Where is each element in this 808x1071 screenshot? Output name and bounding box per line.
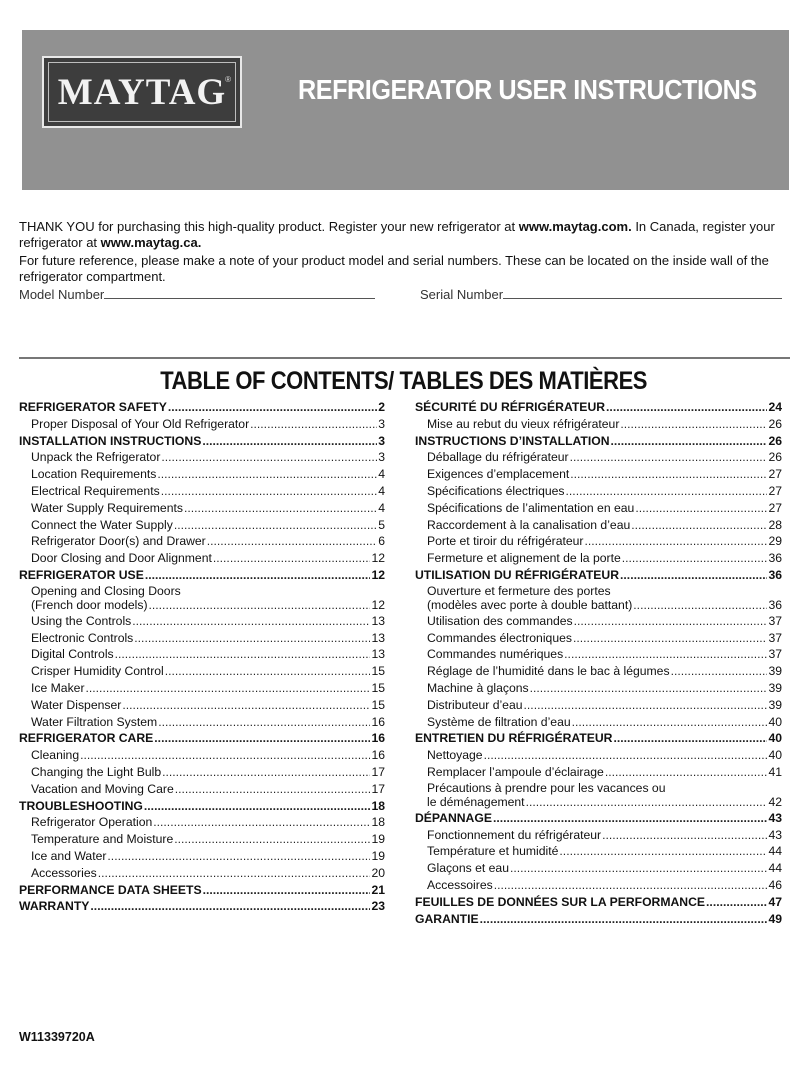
logo-text: MAYTAG <box>57 71 227 113</box>
toc-entry-page: 26 <box>768 416 782 431</box>
toc-entry-label: Fonctionnement du réfrigérateur <box>427 827 602 842</box>
toc-section[interactable] <box>19 898 385 915</box>
toc-entry[interactable] <box>19 584 385 613</box>
toc-entry-label: Electronic Controls <box>31 630 134 645</box>
toc-entry-label: le déménagement <box>427 794 525 809</box>
toc-entry-label: FEUILLES DE DONNÉES SUR LA PERFORMANCE <box>415 894 706 909</box>
toc-entry-page: 13 <box>371 647 385 662</box>
toc-entry-label: TROUBLESHOOTING <box>19 798 143 813</box>
toc-entry[interactable] <box>415 663 782 680</box>
toc-entry-label: Machine à glaçons <box>427 680 529 695</box>
toc-entry[interactable] <box>19 483 385 500</box>
toc-entry-page: 12 <box>371 551 385 566</box>
toc-section[interactable] <box>19 730 385 747</box>
toc-entry[interactable] <box>415 613 782 630</box>
toc-entry-page: 27 <box>768 483 782 498</box>
toc-entry[interactable] <box>19 550 385 567</box>
toc-entry-label: Ouverture et fermeture des portes <box>427 583 611 598</box>
toc-entry-label: Connect the Water Supply <box>31 517 173 532</box>
toc-entry-page: 20 <box>371 865 385 880</box>
toc-entry-label: INSTRUCTIONS D’INSTALLATION <box>415 433 610 448</box>
toc-entry-page: 39 <box>768 664 782 679</box>
toc-entry[interactable] <box>415 550 782 567</box>
toc-entry-label: Déballage du réfrigérateur <box>427 450 569 465</box>
toc-section[interactable] <box>415 911 782 928</box>
toc-entry[interactable] <box>19 764 385 781</box>
toc-entry-page: 17 <box>371 781 385 796</box>
toc-entry-page: 16 <box>371 748 385 763</box>
toc-entry-page: 12 <box>371 567 385 582</box>
intro-paragraph-2: For future reference, please make a note of your product model and serial numbers. These can be located on the inside wall of the refrigerator compartment. <box>19 253 769 284</box>
toc-entry-label: Fermeture et alignement de la porte <box>427 551 621 566</box>
toc-title: TABLE OF CONTENTS/ TABLES DES MATIÈRES <box>160 367 648 395</box>
toc-entry-label: (French door models) <box>31 597 148 612</box>
toc-entry-page: 4 <box>378 467 385 482</box>
toc-entry[interactable] <box>415 517 782 534</box>
toc-entry-page: 36 <box>768 567 782 582</box>
toc-entry[interactable] <box>19 848 385 865</box>
toc-entry-page: 39 <box>768 680 782 695</box>
toc-entry[interactable] <box>415 843 782 860</box>
toc-entry-label: Spécifications électriques <box>427 483 565 498</box>
toc-entry-page: 18 <box>371 798 385 813</box>
toc-section[interactable] <box>415 810 782 827</box>
toc-entry-page: 3 <box>378 433 385 448</box>
toc-entry-label: Accessories <box>31 865 97 880</box>
toc-section[interactable] <box>415 730 782 747</box>
toc-section[interactable] <box>19 433 385 450</box>
toc-entry-label: Commandes électroniques <box>427 630 572 645</box>
toc-entry-label: GARANTIE <box>415 911 479 926</box>
toc-entry-label: Exigences d’emplacement <box>427 467 570 482</box>
toc-section[interactable] <box>19 567 385 584</box>
toc-entry-label: Distributeur d’eau <box>427 697 523 712</box>
toc-entry-label: Water Dispenser <box>31 697 122 712</box>
toc-entry-label: PERFORMANCE DATA SHEETS <box>19 882 202 897</box>
toc-entry-label: SÉCURITÉ DU RÉFRIGÉRATEUR <box>415 400 606 414</box>
section-divider <box>19 357 790 359</box>
toc-entry-page: 2 <box>378 400 385 414</box>
toc-entry[interactable] <box>415 714 782 731</box>
toc-entry-page: 27 <box>768 467 782 482</box>
toc-entry[interactable] <box>415 630 782 647</box>
toc-entry-label: Refrigerator Operation <box>31 815 153 830</box>
toc-entry-label: DÉPANNAGE <box>415 810 492 825</box>
toc-entry[interactable] <box>19 781 385 798</box>
toc-entry[interactable] <box>415 680 782 697</box>
toc-entry-page: 26 <box>768 433 782 448</box>
toc-entry-label: REFRIGERATOR USE <box>19 567 144 582</box>
toc-entry-page: 37 <box>768 647 782 662</box>
toc-entry-page: 26 <box>768 450 782 465</box>
toc-entry-page: 39 <box>768 697 782 712</box>
toc-entry-label: Digital Controls <box>31 647 114 662</box>
toc-entry-page: 15 <box>371 664 385 679</box>
toc-entry-page: 3 <box>378 450 385 465</box>
toc-entry[interactable] <box>415 827 782 844</box>
toc-entry-label: Glaçons et eau <box>427 861 509 876</box>
toc-entry-label: Raccordement à la canalisation d’eau <box>427 517 631 532</box>
toc-entry-label: Location Requirements <box>31 467 157 482</box>
toc-entry-label: Ice Maker <box>31 680 85 695</box>
model-number-field: Model Number <box>19 286 375 302</box>
toc-section[interactable] <box>415 567 782 584</box>
toc-entry[interactable] <box>415 533 782 550</box>
toc-entry-page: 27 <box>768 500 782 515</box>
toc-entry-page: 47 <box>768 894 782 909</box>
toc-entry-label: Water Supply Requirements <box>31 500 183 515</box>
toc-entry-label: Utilisation des commandes <box>427 613 573 628</box>
toc-french-column <box>415 399 782 927</box>
toc-entry-page: 37 <box>768 613 782 628</box>
toc-entry-page: 21 <box>371 882 385 897</box>
toc-entry-page: 44 <box>768 844 782 859</box>
toc-entry[interactable] <box>19 697 385 714</box>
toc-entry-label: Electrical Requirements <box>31 483 160 498</box>
toc-entry[interactable] <box>19 416 385 433</box>
toc-entry-label: Door Closing and Door Alignment <box>31 551 212 566</box>
toc-entry-label: Changing the Light Bulb <box>31 764 162 779</box>
toc-entry-page: 43 <box>768 810 782 825</box>
toc-entry-page: 4 <box>378 483 385 498</box>
toc-entry[interactable] <box>415 584 782 613</box>
registered-mark: ® <box>225 75 231 84</box>
toc-entry-page: 24 <box>768 400 782 414</box>
toc-entry-page: 29 <box>768 534 782 549</box>
toc-entry[interactable] <box>415 877 782 894</box>
toc-entry-page: 28 <box>768 517 782 532</box>
toc-entry-page: 46 <box>768 877 782 892</box>
toc-entry-page: 5 <box>378 517 385 532</box>
toc-entry[interactable] <box>19 533 385 550</box>
toc-entry-label: Température et humidité <box>427 844 559 859</box>
toc-entry-label: Réglage de l’humidité dans le bac à légumes <box>427 664 670 679</box>
toc-entry-label: Accessoires <box>427 877 493 892</box>
toc-entry-page: 13 <box>371 613 385 628</box>
toc-entry-page: 3 <box>378 416 385 431</box>
toc-entry-page: 6 <box>378 534 385 549</box>
toc-entry-label: Ice and Water <box>31 848 107 863</box>
toc-section[interactable] <box>415 894 782 911</box>
toc-entry-label: Water Filtration System <box>31 714 158 729</box>
serial-number-field: Serial Number <box>420 286 782 302</box>
toc-entry[interactable] <box>415 747 782 764</box>
toc-entry-page: 19 <box>371 848 385 863</box>
toc-entry-page: 19 <box>371 832 385 847</box>
toc-entry-page: 40 <box>768 731 782 746</box>
toc-entry-page: 40 <box>768 748 782 763</box>
toc-entry-page: 12 <box>371 597 385 612</box>
toc-entry-label: REFRIGERATOR SAFETY <box>19 400 167 414</box>
maytag-com-link: www.maytag.com. <box>518 219 632 234</box>
toc-entry-page: 40 <box>768 714 782 729</box>
toc-entry-page: 49 <box>768 911 782 926</box>
toc-entry[interactable] <box>19 646 385 663</box>
toc-entry[interactable] <box>19 613 385 630</box>
toc-entry-label: Using the Controls <box>31 613 132 628</box>
toc-entry[interactable] <box>19 865 385 882</box>
toc-entry-label: Unpack the Refrigerator <box>31 450 161 465</box>
toc-entry-label: Système de filtration d’eau <box>427 714 571 729</box>
document-id: W11339720A <box>19 1030 95 1044</box>
toc-entry-label: Nettoyage <box>427 748 483 763</box>
toc-entry-label: Opening and Closing Doors <box>31 583 181 598</box>
toc-entry-label: INSTALLATION INSTRUCTIONS <box>19 433 202 448</box>
toc-entry[interactable] <box>19 680 385 697</box>
toc-entry-label: Cleaning <box>31 748 80 763</box>
toc-entry[interactable] <box>415 483 782 500</box>
toc-entry-page: 44 <box>768 861 782 876</box>
document-title: REFRIGERATOR USER INSTRUCTIONS <box>298 74 757 105</box>
toc-english-column <box>19 399 385 915</box>
toc-entry[interactable] <box>19 747 385 764</box>
toc-entry-page: 16 <box>371 714 385 729</box>
toc-entry[interactable] <box>19 814 385 831</box>
maytag-ca-link: www.maytag.ca. <box>100 235 202 250</box>
toc-entry[interactable] <box>415 697 782 714</box>
toc-entry-page: 43 <box>768 827 782 842</box>
toc-entry[interactable] <box>19 630 385 647</box>
toc-entry-page: 4 <box>378 500 385 515</box>
intro-paragraph-1: THANK YOU for purchasing this high-quality product. Register your new refrigerator at www.maytag.com. In Canada, register your refrigerator at www.maytag.ca. <box>19 219 775 250</box>
toc-entry[interactable] <box>19 517 385 534</box>
toc-entry-label: Proper Disposal of Your Old Refrigerator <box>31 416 250 431</box>
toc-entry-label: Mise au rebut du vieux réfrigérateur <box>427 416 620 431</box>
toc-entry[interactable] <box>19 831 385 848</box>
toc-entry-label: Remplacer l’ampoule d’éclairage <box>427 764 604 779</box>
toc-entry-label: Commandes numériques <box>427 647 564 662</box>
toc-entry[interactable] <box>415 416 782 433</box>
toc-entry-page: 13 <box>371 630 385 645</box>
toc-section[interactable] <box>19 798 385 815</box>
toc-section[interactable] <box>19 882 385 899</box>
toc-entry[interactable] <box>19 500 385 517</box>
toc-entry-label: UTILISATION DU RÉFRIGÉRATEUR <box>415 567 620 582</box>
toc-section[interactable] <box>415 399 782 416</box>
toc-entry-label: Temperature and Moisture <box>31 832 174 847</box>
toc-section[interactable] <box>415 433 782 450</box>
toc-entry[interactable] <box>415 466 782 483</box>
toc-entry-label: Spécifications de l’alimentation en eau <box>427 500 635 515</box>
toc-section[interactable] <box>19 399 385 416</box>
toc-entry[interactable] <box>19 663 385 680</box>
toc-entry-page: 23 <box>371 899 385 914</box>
toc-entry-label: ENTRETIEN DU RÉFRIGÉRATEUR <box>415 731 613 746</box>
toc-entry-page: 42 <box>768 794 782 809</box>
toc-entry-page: 15 <box>371 697 385 712</box>
toc-entry-page: 15 <box>371 680 385 695</box>
toc-entry[interactable] <box>19 466 385 483</box>
toc-entry-label: Crisper Humidity Control <box>31 664 164 679</box>
toc-entry-page: 37 <box>768 630 782 645</box>
toc-entry[interactable] <box>415 500 782 517</box>
toc-entry[interactable] <box>415 646 782 663</box>
toc-entry[interactable] <box>415 449 782 466</box>
toc-entry-page: 16 <box>371 731 385 746</box>
toc-entry[interactable] <box>415 764 782 781</box>
toc-entry-page: 41 <box>768 764 782 779</box>
toc-entry-page: 36 <box>768 597 782 612</box>
toc-entry-page: 18 <box>371 815 385 830</box>
toc-entry-page: 36 <box>768 551 782 566</box>
maytag-logo <box>42 56 242 128</box>
toc-entry[interactable] <box>415 860 782 877</box>
toc-entry-label: Refrigerator Door(s) and Drawer <box>31 534 206 549</box>
toc-entry[interactable] <box>19 714 385 731</box>
toc-entry-label: Porte et tiroir du réfrigérateur <box>427 534 584 549</box>
header-banner <box>22 30 789 190</box>
toc-entry-page: 17 <box>371 764 385 779</box>
toc-entry[interactable] <box>415 781 782 810</box>
toc-entry-label: (modèles avec porte à double battant) <box>427 597 633 612</box>
toc-entry-label: REFRIGERATOR CARE <box>19 731 154 746</box>
toc-entry-label: WARRANTY <box>19 899 90 914</box>
toc-entry-label: Précautions à prendre pour les vacances ou <box>427 780 666 795</box>
toc-entry[interactable] <box>19 449 385 466</box>
toc-entry-label: Vacation and Moving Care <box>31 781 174 796</box>
